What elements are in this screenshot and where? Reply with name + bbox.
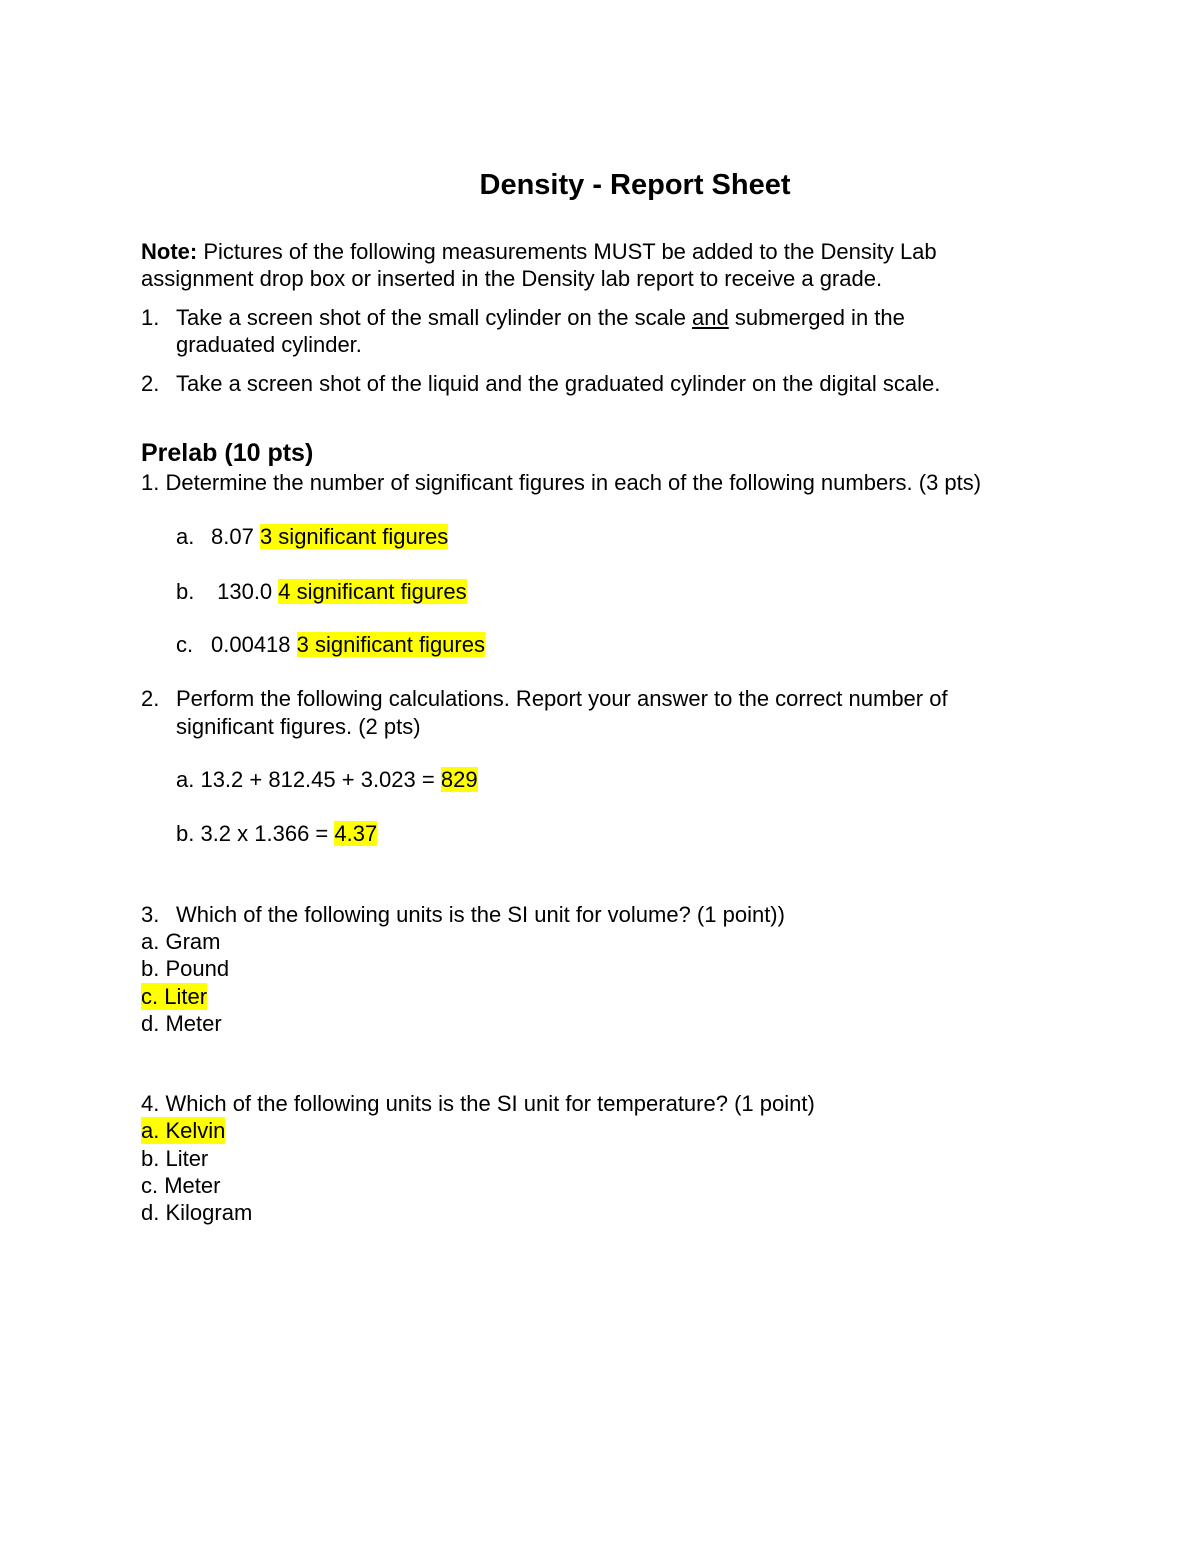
q3-option-b: b. Pound [141, 956, 230, 981]
question-text: Perform the following calculations. Report your answer to the correct number of [176, 686, 948, 711]
item-letter: b. [176, 579, 195, 604]
instruction-1 [141, 304, 905, 331]
instruction-text: Take a screen shot of the small cylinder on the scale [176, 305, 693, 330]
answer-highlight: 829 [440, 767, 478, 792]
instruction-number: 1. [141, 305, 160, 330]
note-text-2: assignment drop box or inserted in the Density lab report to receive a grade. [141, 266, 883, 291]
question-1: 1. Determine the number of significant figures in each of the following numbers. (3 pts) [141, 470, 982, 495]
instruction-text: submerged in the [728, 305, 905, 330]
item-value: 130.0 [211, 579, 273, 604]
calc-expression: a. 13.2 + 812.45 + 3.023 = [176, 767, 435, 792]
item-value: 0.00418 [211, 632, 291, 657]
q4-option-b: b. Liter [141, 1146, 209, 1171]
page-title: Density - Report Sheet [479, 169, 791, 201]
item-letter: c. [176, 632, 194, 657]
question-2-line-2: significant figures. (2 pts) [176, 714, 421, 739]
question-2 [141, 685, 948, 712]
q1-item-c [176, 631, 485, 658]
instruction-1-line-2: graduated cylinder. [176, 332, 362, 357]
q3-option-d: d. Meter [141, 1011, 222, 1036]
prelab-heading: Prelab (10 pts) [141, 439, 314, 467]
calc-expression: b. 3.2 x 1.366 = [176, 821, 329, 846]
q4-option-c: c. Meter [141, 1173, 221, 1198]
note-text-1: Pictures of the following measurements MUST be added to the Density Lab [197, 239, 937, 264]
q2-item-a [176, 766, 478, 793]
q1-item-a [176, 523, 448, 550]
instruction-underlined-word: and [692, 305, 729, 330]
q1-item-b [176, 578, 467, 605]
q3-option-a: a. Gram [141, 929, 221, 954]
note-line-1 [141, 238, 937, 265]
question-text: Which of the following units is the SI unit for volume? (1 point)) [176, 902, 785, 927]
question-4: 4. Which of the following units is the SI unit for temperature? (1 point) [141, 1091, 815, 1116]
item-letter: a. [176, 524, 195, 549]
q4-option-a-answer: a. Kelvin [141, 1118, 226, 1143]
q4-option-d: d. Kilogram [141, 1200, 253, 1225]
q3-option-c-answer: c. Liter [141, 984, 208, 1009]
instruction-2 [141, 370, 940, 397]
note-label: Note: [141, 239, 198, 264]
question-number: 2. [141, 686, 160, 711]
answer-highlight: 3 significant figures [296, 632, 485, 657]
item-value: 8.07 [211, 524, 254, 549]
answer-highlight: 3 significant figures [259, 524, 449, 549]
q2-item-b [176, 820, 377, 847]
answer-highlight: 4 significant figures [278, 579, 467, 604]
answer-highlight: 4.37 [334, 821, 378, 846]
question-number: 3. [141, 902, 160, 927]
instruction-number: 2. [141, 371, 160, 396]
instruction-text: Take a screen shot of the liquid and the graduated cylinder on the digital scale. [176, 371, 941, 396]
question-3 [141, 901, 785, 928]
